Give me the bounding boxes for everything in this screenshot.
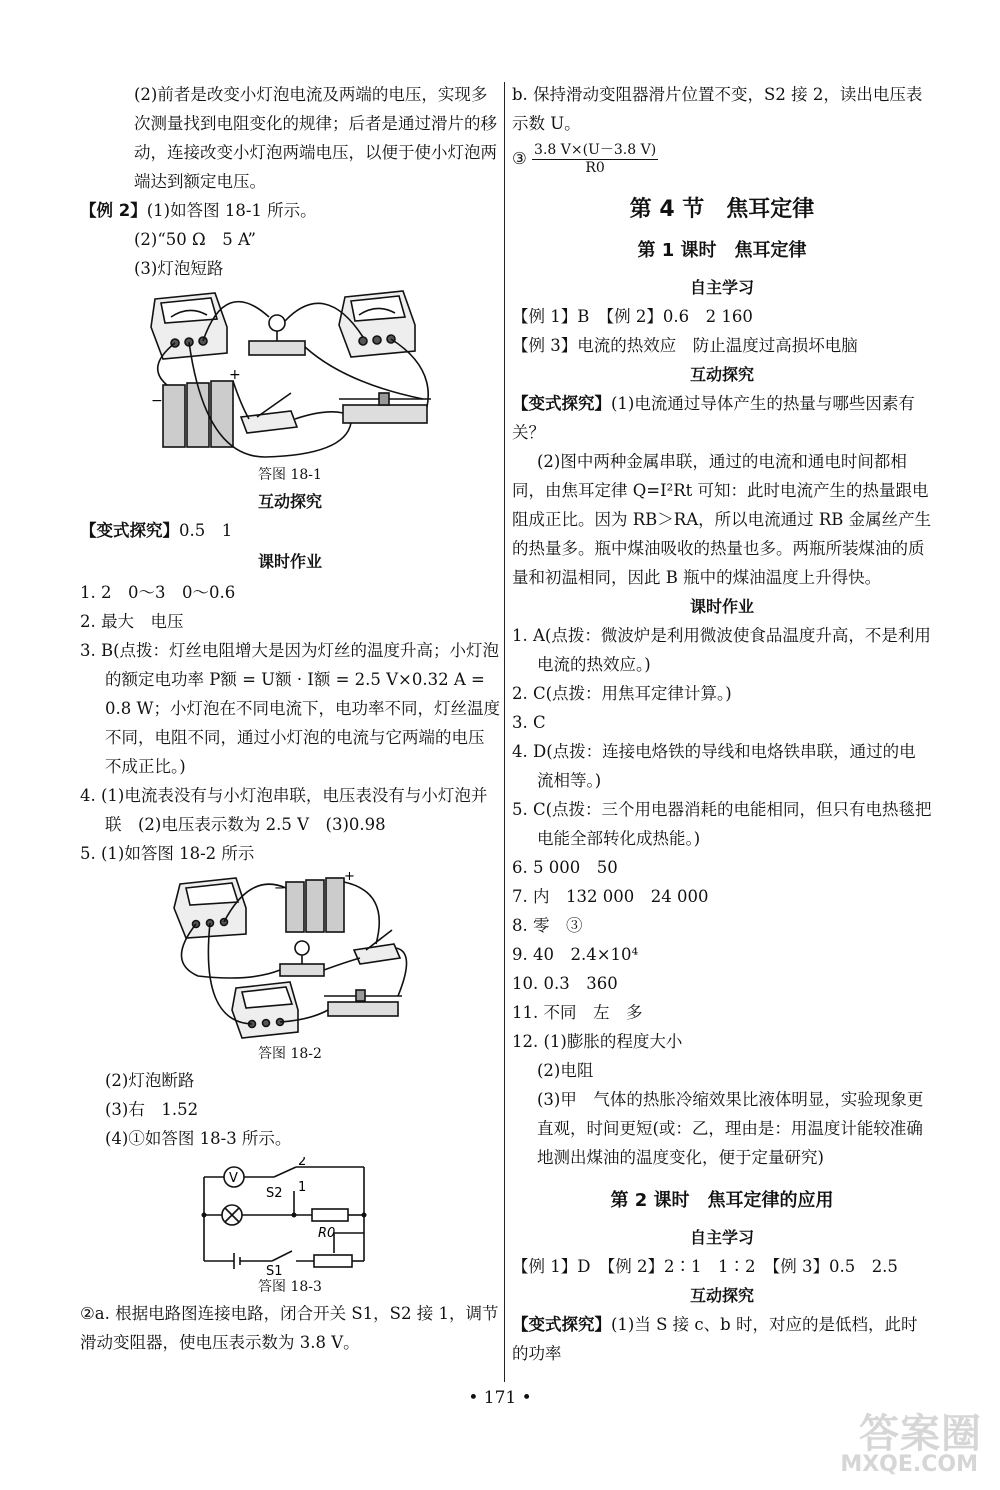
fig3-s2-label: S2 [266, 1186, 283, 1201]
ex2-label: 【例 2】 [80, 201, 147, 220]
page-number: • 171 • [468, 1388, 532, 1408]
q10: 10. 0.3 360 [512, 974, 618, 993]
formula-fraction [532, 142, 658, 177]
hudong-heading-right: 互动探究 [689, 365, 754, 384]
bianshi-1 [512, 389, 932, 447]
ex-line-2: 【例 3】电流的热效应 防止温度过高损坏电脑 [512, 336, 858, 355]
answer-5-2: (2)灯泡断路 [105, 1071, 195, 1090]
q3: 3. C [512, 713, 546, 732]
bianshi-line-left [80, 516, 500, 545]
b-step: b. 保持滑动变阻器滑片位置不变，S2 接 2，读出电压表示数 U。 [512, 85, 923, 133]
bianshi-2: (2)图中两种金属串联，通过的电流和通电时间都相同，由焦耳定律 Q=I²Rt 可知：此时电流产生的热量跟电阻成正比。因为 RB＞RA，所以电流通过 RB 金属丝产生的热量多。瓶中煤油吸收的热量也多。两瓶所装煤油的质量和初温相同，因此 B 瓶中的煤油温度上升得快。 [512, 452, 932, 587]
c-prefix: ③ [512, 149, 527, 168]
section-title: 第 4 节 焦耳定律 [629, 197, 815, 222]
lesson2-title: 第 2 课时 焦耳定律的应用 [610, 1190, 834, 1211]
answer-2: 2. 最大 电压 [80, 612, 184, 631]
q6: 6. 5 000 50 [512, 858, 618, 877]
bianshi-2-line [512, 1310, 932, 1368]
fig3-2-label: 2 [298, 1157, 307, 1169]
ex2-answer-2: (2)“50 Ω 5 A” [134, 230, 256, 249]
hudong-heading-2: 互动探究 [689, 1286, 754, 1305]
answer-5-4b: ②a. 根据电路图连接电路，闭合开关 S1，S2 接 1，调节滑动变阻器，使电压表示数为 3.8 V。 [80, 1304, 499, 1352]
bianshi-answer-left: 0.5 1 [179, 521, 233, 540]
svg-text:+: + [229, 367, 241, 383]
ex-line-3: 【例 1】D 【例 2】2∶1 1∶2 【例 3】0.5 2.5 [512, 1257, 898, 1276]
q11: 11. 不同 左 多 [512, 1003, 643, 1022]
svg-text:−: − [274, 881, 285, 896]
lesson1-title: 第 1 课时 焦耳定律 [637, 240, 807, 261]
keshi-heading-right: 课时作业 [689, 597, 754, 616]
answer-5: 5. (1)如答图 18-2 所示 [80, 844, 255, 863]
left-p1: (2)前者是改变小灯泡电流及两端的电压，实现多次测量找到电阻变化的规律；后者是通过滑片的移动，连接改变小灯泡两端电压，以便于使小灯泡两端达到额定电压。 [134, 85, 497, 191]
q8: 8. 零 ③ [512, 916, 583, 935]
fig3-caption: 答图 18-3 [258, 1279, 322, 1295]
fig3-1-label: 1 [298, 1180, 307, 1195]
watermark-url: MXQE.COM [840, 1452, 978, 1477]
c-formula [512, 142, 932, 177]
formula-numerator: 3.8 V×(U－3.8 V) [534, 142, 657, 158]
q12-3: (3)甲 气体的热胀冷缩效果比液体明显，实验现象更直观，时间更短(或：乙，理由是：用温度计能较准确地测出煤油的温度变化，便于定量研究) [537, 1090, 924, 1167]
bianshi-text-1: (1)电流通过导体产生的热量与哪些因素有关？ [512, 394, 915, 442]
fig3-r0-label: R0 [318, 1226, 336, 1241]
fig3-s1-label: S1 [266, 1264, 283, 1275]
q1: 1. A(点拨：微波炉是利用微波使食品温度升高，不是利用电流的热效应。) [512, 626, 931, 674]
svg-text:−: − [151, 393, 163, 409]
ex2-answer-1: (1)如答图 18-1 所示。 [146, 201, 317, 220]
q5: 5. C(点拨：三个用电器消耗的电能相同，但只有电热毯把电能全部转化成热能。) [512, 800, 932, 848]
zizhu-heading: 自主学习 [689, 278, 754, 297]
answer-4: 4. (1)电流表没有与小灯泡串联，电压表没有与小灯泡并联 (2)电压表示数为 2.5 V (3)0.98 [80, 786, 488, 834]
zizhu-heading-2: 自主学习 [689, 1228, 754, 1247]
answer-3: 3. B(点拨：灯丝电阻增大是因为灯丝的温度升高；小灯泡的额定电功率 P额 = U额 · I额 = 2.5 V×0.32 A = 0.8 W；小灯泡在不同电流下，电功率不同，灯丝温度不同，电阻不同，通过小灯泡的电流与它两端的电压不成正比。) [80, 641, 500, 776]
ex2-answer-3: (3)灯泡短路 [134, 259, 224, 278]
answer-5-4: (4)①如答图 18-3 所示。 [105, 1129, 292, 1148]
q12: 12. (1)膨胀的程度大小 [512, 1032, 683, 1051]
ex2-line [80, 196, 500, 225]
left-column [80, 80, 500, 1357]
fig3-v-label: V [229, 1171, 238, 1186]
answer-1: 1. 2 0～3 0～0.6 [80, 583, 236, 602]
q7: 7. 内 132 000 24 000 [512, 887, 709, 906]
bianshi-label-right: 【变式探究】 [512, 394, 611, 413]
bianshi2-label: 【变式探究】 [512, 1315, 611, 1334]
bianshi2-text: (1)当 S 接 c、b 时，对应的是低档，此时的功率 [512, 1315, 918, 1363]
figure-18-2 [170, 872, 410, 1042]
column-divider [504, 82, 505, 1382]
figure-18-3 [200, 1157, 380, 1275]
q12-2: (2)电阻 [537, 1061, 594, 1080]
q4: 4. D(点拨：连接电烙铁的导线和电烙铁串联，通过的电流相等。) [512, 742, 916, 790]
fig1-caption: 答图 18-1 [258, 467, 322, 483]
keshi-heading-left: 课时作业 [257, 552, 322, 571]
watermark-logo: 答案圈 [859, 1411, 982, 1457]
q2: 2. C(点拨：用焦耳定律计算。) [512, 684, 732, 703]
answer-5-3: (3)右 1.52 [105, 1100, 199, 1119]
bianshi-label-left: 【变式探究】 [80, 521, 179, 540]
figure-18-1 [145, 287, 435, 463]
fig2-caption: 答图 18-2 [258, 1046, 322, 1062]
formula-denominator: R0 [585, 160, 605, 176]
right-column [512, 80, 932, 1368]
hudong-heading-left: 互动探究 [257, 492, 322, 511]
q9: 9. 40 2.4×10⁴ [512, 945, 639, 964]
ex-line-1: 【例 1】B 【例 2】0.6 2 160 [512, 307, 753, 326]
svg-text:+: + [344, 872, 355, 884]
